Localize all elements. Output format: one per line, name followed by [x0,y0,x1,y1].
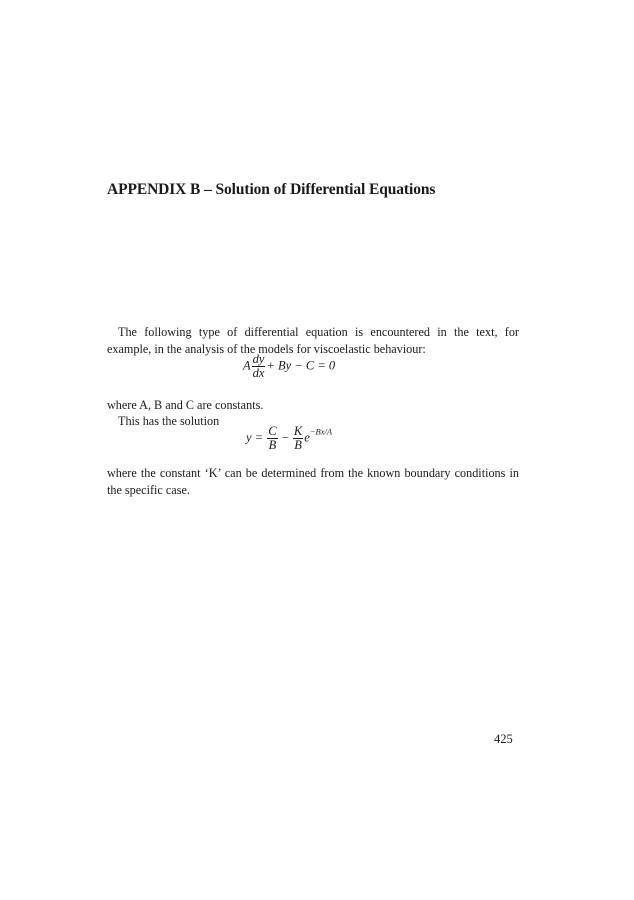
constants-paragraph: where A, B and C are constants. [107,398,264,412]
eq1-rest: + By − C = 0 [266,358,336,373]
solution-equation [246,425,332,452]
eq1-numerator: dy [252,352,265,366]
eq2-fraction-k-over-b [293,425,303,452]
eq2-lhs: y = [246,430,264,445]
eq2-exp-base: e [304,430,310,445]
differential-equation [243,353,335,380]
eq2-minus: − [281,430,289,445]
intro-paragraph: The following type of differential equation is encountered in the text, for example, in the analysis of the models for viscoelastic behaviour: [107,325,519,356]
solution-intro-paragraph: This has the solution [118,414,220,428]
eq2-exponent: −Bx/A [309,426,333,437]
appendix-heading: APPENDIX B – Solution of Differential Equations [107,181,436,198]
eq1-derivative-fraction [252,353,266,380]
eq1-coefficient: A [243,358,251,373]
conclusion-paragraph: where the constant ‘K’ can be determined from the known boundary conditions in the specific case. [107,466,519,497]
page-number: 425 [494,732,513,746]
eq2-frac1-numerator: C [268,424,277,438]
eq2-fraction-c-over-b [267,425,277,452]
eq2-frac2-numerator: K [293,424,303,438]
eq1-denominator: dx [252,366,265,380]
eq2-frac1-denominator: B [268,438,277,452]
eq2-frac2-denominator: B [294,438,302,452]
